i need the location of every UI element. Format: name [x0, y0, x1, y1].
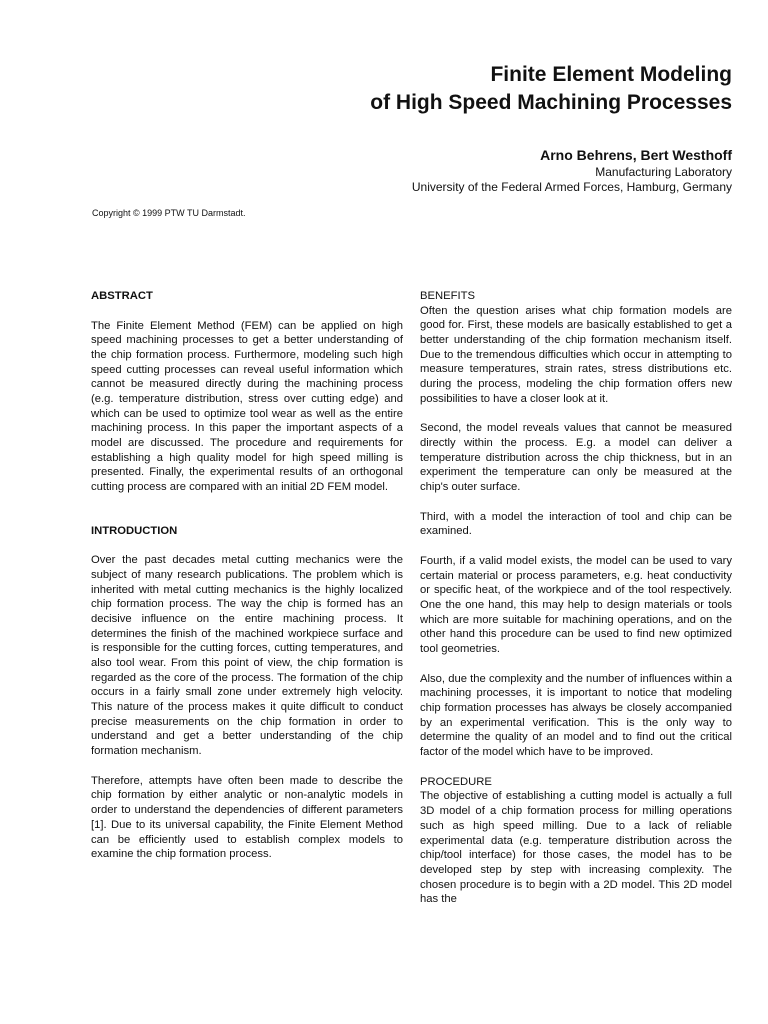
- affiliation-lab: Manufacturing Laboratory: [595, 165, 732, 179]
- copyright-notice: Copyright © 1999 PTW TU Darmstadt.: [92, 208, 246, 218]
- right-column: [420, 289, 732, 907]
- title-line-2: of High Speed Machining Processes: [370, 91, 732, 114]
- abstract-heading: ABSTRACT: [91, 290, 153, 302]
- author-names: Arno Behrens, Bert Westhoff: [540, 147, 732, 163]
- paper-title: [172, 61, 732, 117]
- benefits-paragraph-3: Third, with a model the interaction of tool and chip can be examined.: [420, 510, 732, 538]
- introduction-paragraph-2: Therefore, attempts have often been made to describe the chip formation by either analytic or non-analytic models in order to understand the dependencies of different parameters [1]. Due to its universal capability, the Finite Element Method can be efficiently used to establish complex models to examine the chip formation process.: [91, 774, 403, 861]
- benefits-paragraph-1: Often the question arises what chip formation models are good for. First, these models are basically established to get a better understanding of the chip formation mechanism itself. Due to the tremendous difficulties which occur in attempting to measure temperatures, strain rates, stress distributions etc. during the process, modeling the chip formation offers new possibilities to have a closer look at it.: [420, 304, 732, 405]
- introduction-heading: INTRODUCTION: [91, 524, 178, 537]
- benefits-paragraph-2: Second, the model reveals values that cannot be measured directly within the process. E.g. a model can deliver a temperature distribution across the chip thickness, but in an experiment the temperature can only be measured at the chip's outer surface.: [420, 422, 732, 494]
- left-column: [91, 289, 403, 862]
- affiliation: [272, 162, 732, 195]
- benefits-paragraph-4: Fourth, if a valid model exists, the model can be used to vary certain material or process parameters, e.g. heat conductivity or specific heat, of the workpiece and of the tool respectively. One the one hand, this may help to design materials or tools which are more suitable for machining operations, and on the other hand this procedure can be used to find new optimized tool geometries.: [420, 555, 732, 656]
- affiliation-university: University of the Federal Armed Forces, Hamburg, Germany: [411, 180, 732, 194]
- introduction-paragraph-1: Over the past decades metal cutting mechanics were the subject of many research publications. The problem which is inherited with metal cutting mechanics is the highly localized chip formation process. The way the chip is formed has an decisive influence on the entire machining process. It determines the finish of the machined workpiece surface and is responsible for the cutting forces, cutting temperatures, and also tool wear. From this point of view, the chip formation is regarded as the core of the process. The formation of the chip occurs in a fairly small zone under extremely high velocity. This nature of the process makes it quite difficult to conduct precise measurements on the chip formation in order to understand and get a better understanding of the chip formation mechanism.: [91, 554, 403, 758]
- benefits-paragraph-5: Also, due the complexity and the number of influences within a machining processes, it is important to notice that modeling chip formation processes has always be closely accompanied by an experimental verification. This is the only way to determine the quality of an model and to find out the critical factor of the model which have to be improved.: [420, 672, 732, 759]
- benefits-heading: BENEFITS: [420, 290, 476, 302]
- title-line-1: Finite Element Modeling: [490, 63, 732, 86]
- abstract-text: The Finite Element Method (FEM) can be applied on high speed machining processes to get a better understanding of the chip formation process. Furthermore, modeling such high speed cutting processes can reveal useful information which cannot be measured directly during the machining process (e.g. temperature distribution, stress over cutting edge) and which can be used to optimize tool wear as well as the entire machining process. In this paper the important aspects of a model are discussed. The procedure and requirements for establishing a high quality model for high speed milling is presented. Finally, the experimental results of an orthogonal cutting process are compared with an initial 2D FEM model.: [91, 319, 403, 494]
- procedure-paragraph-1: The objective of establishing a cutting model is actually a full 3D model of a chip formation process for milling operations such as high speed milling. Due to a lack of reliable experimental data (e.g. temperature distribution across the chip/tool interface) for those cases, the model has to be developed step by step with increasing complexity. The chosen procedure is to begin with a 2D model. This 2D model has the: [420, 790, 732, 906]
- procedure-heading: PROCEDURE: [420, 775, 492, 788]
